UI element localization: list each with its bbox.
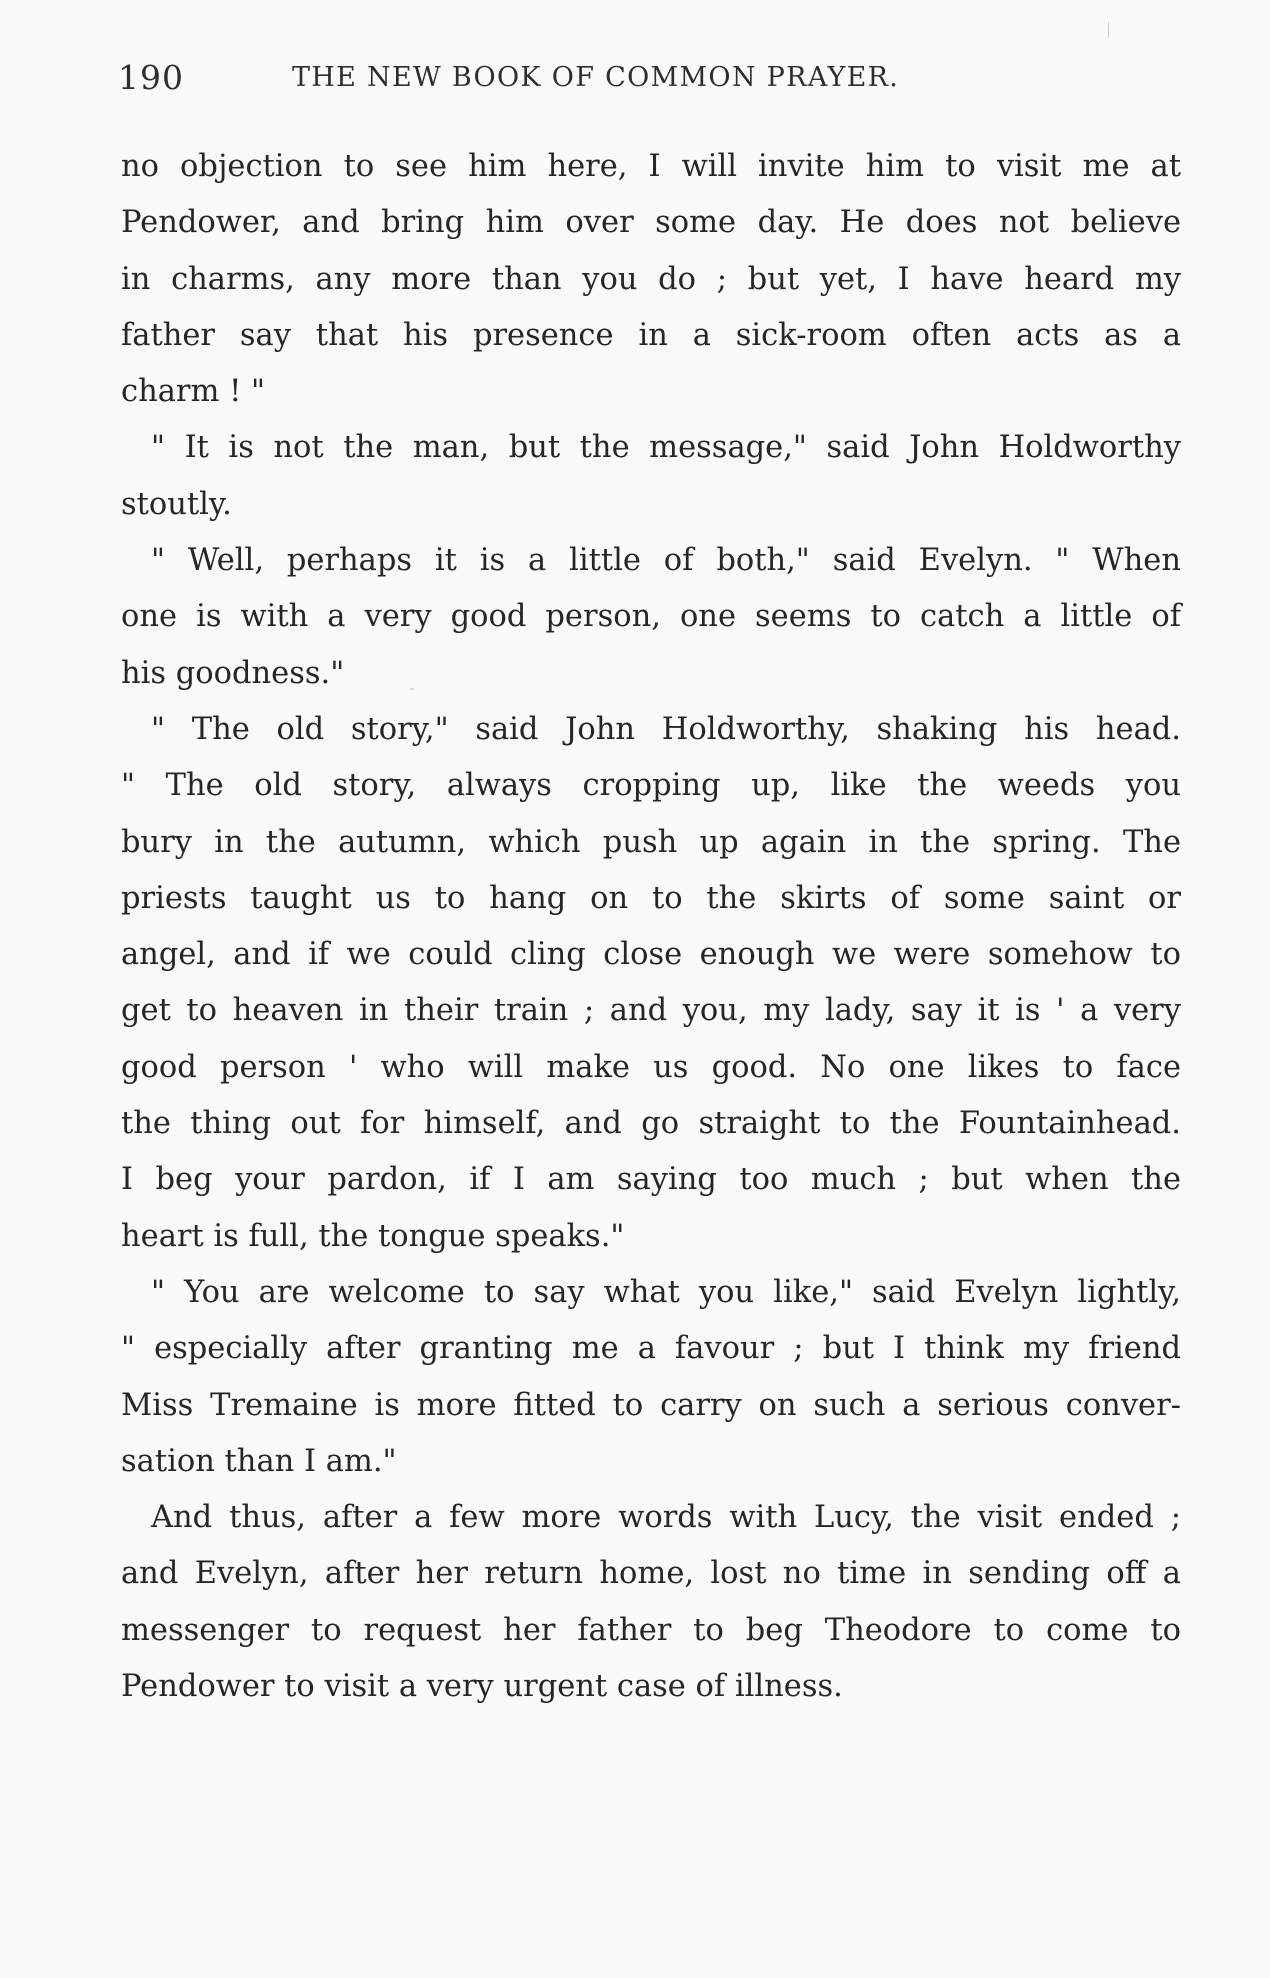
text-line: no objection to see him here, I will invite him to visit me at: [121, 149, 1181, 184]
text-line: bury in the autumn, which push up again in the spring. The: [121, 824, 1181, 860]
corner-mark: [1108, 22, 1109, 38]
text-line: father say that his presence in a sick-room often acts as a: [121, 317, 1181, 353]
text-line: one is with a very good person, one seems to catch a little of: [121, 599, 1181, 635]
text-line: his goodness.": [121, 655, 345, 691]
paragraph-3: [121, 533, 1181, 702]
text-line: in charms, any more than you do ; but yet, I have heard my: [121, 261, 1181, 297]
text-line: messenger to request her father to beg Theodore to come to: [121, 1612, 1181, 1648]
text-line: I beg your pardon, if I am saying too much ; but when the: [121, 1162, 1181, 1198]
text-line: Miss Tremaine is more fitted to carry on such a serious conver-: [121, 1387, 1181, 1423]
text-line: And thus, after a few more words with Lucy, the visit ended ;: [151, 1500, 1181, 1536]
text-line: Pendower to visit a very urgent case of illness.: [121, 1669, 843, 1705]
page-number: 190: [118, 58, 184, 97]
paragraph-2: [121, 420, 1181, 533]
text-line: priests taught us to hang on to the skirts of some saint or: [121, 880, 1181, 916]
paragraph-1: [121, 139, 1181, 420]
text-line: " The old story, always cropping up, like the weeds you: [121, 768, 1181, 804]
text-line: sation than I am.": [121, 1443, 397, 1479]
text-line: " especially after granting me a favour ; but I think my friend: [121, 1331, 1181, 1367]
text-line: Pendower, and bring him over some day. He does not believe: [121, 205, 1181, 241]
text-line: " It is not the man, but the message," said John Holdworthy: [151, 430, 1181, 466]
ink-speck: [410, 688, 414, 690]
text-line: stoutly.: [121, 486, 232, 522]
paragraph-4: [121, 702, 1181, 1265]
text-line: heart is full, the tongue speaks.": [121, 1218, 625, 1254]
text-line: good person ' who will make us good. No one likes to face: [121, 1049, 1181, 1085]
paragraph-5: [121, 1265, 1181, 1490]
text-line: the thing out for himself, and go straight to the Fountainhead.: [121, 1106, 1181, 1142]
paragraph-6: [121, 1490, 1181, 1715]
text-line: " You are welcome to say what you like," said Evelyn lightly,: [151, 1274, 1181, 1310]
book-title: THE NEW BOOK OF COMMON PRAYER.: [292, 62, 900, 93]
running-head: [118, 58, 1180, 98]
body-text: [121, 139, 1181, 1715]
text-line: angel, and if we could cling close enough we were somehow to: [121, 937, 1181, 973]
text-line: " Well, perhaps it is a little of both," said Evelyn. " When: [151, 543, 1181, 579]
text-line: charm ! ": [121, 374, 266, 410]
text-line: get to heaven in their train ; and you, my lady, say it is ' a very: [121, 993, 1181, 1029]
text-line: " The old story," said John Holdworthy, shaking his head.: [151, 711, 1181, 747]
text-line: and Evelyn, after her return home, lost no time in sending off a: [121, 1556, 1181, 1592]
